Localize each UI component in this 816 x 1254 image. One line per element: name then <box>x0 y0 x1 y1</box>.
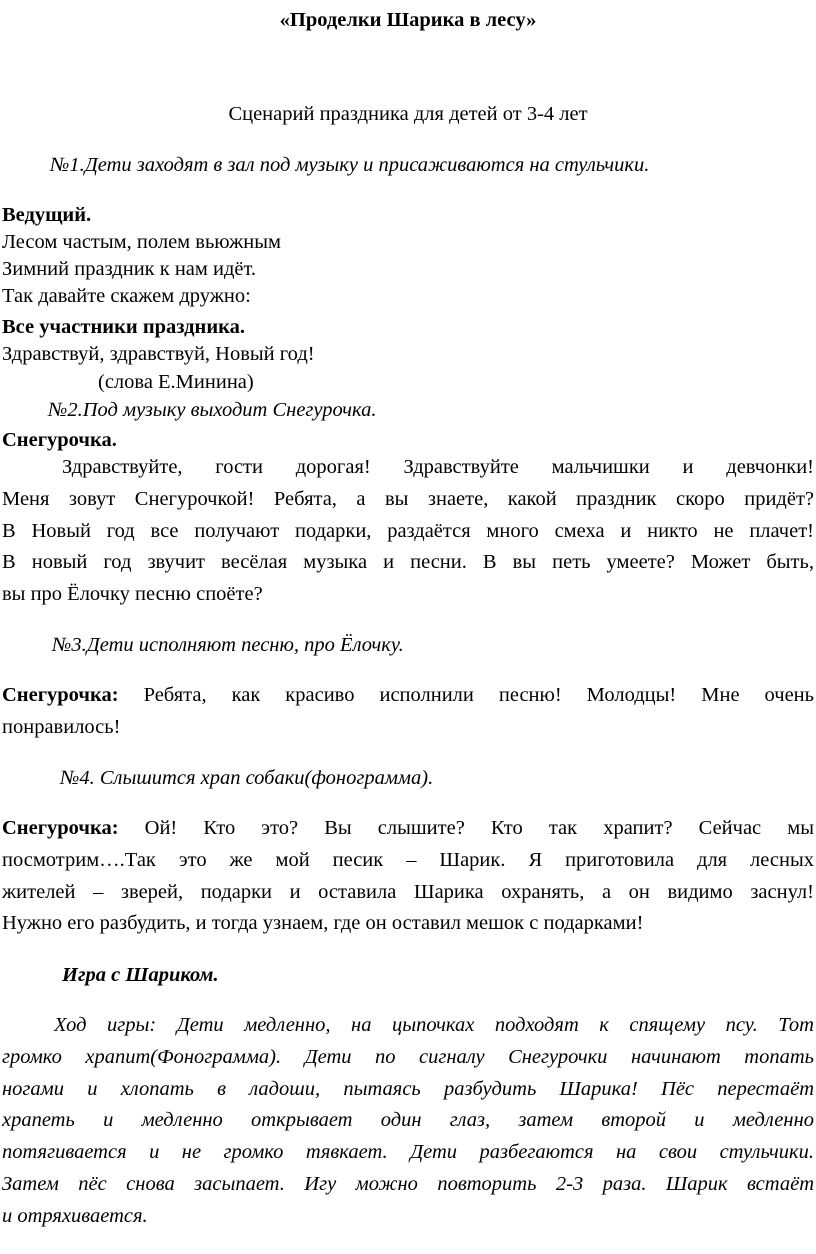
speaker-snegurochka: Снегурочка: <box>2 817 119 839</box>
game-description <box>2 1012 814 1039</box>
game-line: храпеть и медленно открывает один глаз, затем второй и медленно <box>2 1109 814 1131</box>
snegurochka-speech-3 <box>2 815 814 842</box>
speaker-snegurochka: Снегурочка. <box>2 429 117 451</box>
snegurochka-speech-3-cont <box>2 847 814 874</box>
game-description-cont <box>2 1076 814 1103</box>
game-description-cont <box>2 1107 814 1134</box>
document-subtitle: Сценарий праздника для детей от 3-4 лет <box>228 103 588 125</box>
game-description-cont <box>2 1139 814 1166</box>
snegurochka-speech-3-cont <box>2 879 814 906</box>
speaker-host: Ведущий. <box>2 204 92 226</box>
snegurochka-speech-1-cont <box>2 518 814 545</box>
poem-line: Лесом частым, полем вьюжным <box>2 231 281 253</box>
poem-author: (слова Е.Минина) <box>98 371 254 393</box>
greeting-line: Здравствуй, здравствуй, Новый год! <box>2 343 315 365</box>
speech-line: вы про Ёлочку песню споёте? <box>2 583 263 605</box>
document-title: «Проделки Шарика в лесу» <box>279 9 537 31</box>
stage-direction-3: №3.Дети исполняют песню, про Ёлочку. <box>52 634 404 656</box>
speaker-all-participants: Все участники праздника. <box>2 316 246 338</box>
stage-direction-1: №1.Дети заходят в зал под музыку и присаживаются на стульчики. <box>50 154 650 176</box>
speech-line: В Новый год все получают подарки, раздаётся много смеха и никто не плачет! <box>2 520 814 542</box>
poem <box>2 229 814 310</box>
speech-line: Здравствуйте, гости дорогая! Здравствуйте мальчишки и девчонки! <box>62 456 814 478</box>
speech-line: понравилось! <box>2 716 121 738</box>
snegurochka-speech-2 <box>2 682 814 709</box>
game-description-cont <box>2 1171 814 1198</box>
game-line: потягивается и не громко тявкает. Дети разбегаются на свои стульчики. <box>2 1141 814 1163</box>
speech-text: Ребята, как красиво исполнили песню! Молодцы! Мне очень <box>143 684 815 706</box>
snegurochka-speech-1-cont <box>2 549 814 576</box>
snegurochka-speech-1 <box>2 454 814 481</box>
speech-line: В новый год звучит весёлая музыка и песни. В вы петь умеете? Может быть, <box>2 551 814 573</box>
game-title: Игра с Шариком. <box>62 964 219 986</box>
game-line: и отряхивается. <box>2 1205 148 1227</box>
game-line: Ход игры: Дети медленно, на цыпочках подходят к спящему псу. Тот <box>54 1014 814 1036</box>
poem-line: Так давайте скажем дружно: <box>2 285 251 307</box>
game-description-cont <box>2 1203 814 1230</box>
game-line: Затем пёс снова засыпает. Игу можно повторить 2-3 раза. Шарик встаёт <box>2 1173 814 1195</box>
stage-direction-2: №2.Под музыку выходит Снегурочка. <box>48 399 377 421</box>
speech-line: жителей – зверей, подарки и оставила Шарика охранять, а он видимо заснул! <box>2 881 814 903</box>
game-description-cont <box>2 1044 814 1071</box>
speaker-snegurochka: Снегурочка: <box>2 684 119 706</box>
speech-text: Ой! Кто это? Вы слышите? Кто так храпит? Сейчас мы <box>144 817 815 839</box>
poem-line: Зимний праздник к нам идёт. <box>2 258 257 280</box>
game-line: громко храпит(Фонограмма). Дети по сигналу Снегурочки начинают топать <box>2 1046 814 1068</box>
snegurochka-speech-2-cont <box>2 714 814 741</box>
speech-line: Нужно его разбудить, и тогда узнаем, где он оставил мешок с подарками! <box>2 912 644 934</box>
game-line: ногами и хлопать в ладоши, пытаясь разбудить Шарика! Пёс перестаёт <box>2 1078 814 1100</box>
snegurochka-speech-1-cont <box>2 486 814 513</box>
snegurochka-speech-3-cont <box>2 910 814 937</box>
speech-line: посмотрим….Так это же мой песик – Шарик. Я приготовила для лесных <box>2 849 814 871</box>
stage-direction-4: №4. Слышится храп собаки(фонограмма). <box>60 767 434 789</box>
snegurochka-speech-1-cont <box>2 581 814 608</box>
speech-line: Меня зовут Снегурочкой! Ребята, а вы знаете, какой праздник скоро придёт? <box>2 488 814 510</box>
speech-line <box>2 815 814 842</box>
speech-line <box>2 682 814 709</box>
